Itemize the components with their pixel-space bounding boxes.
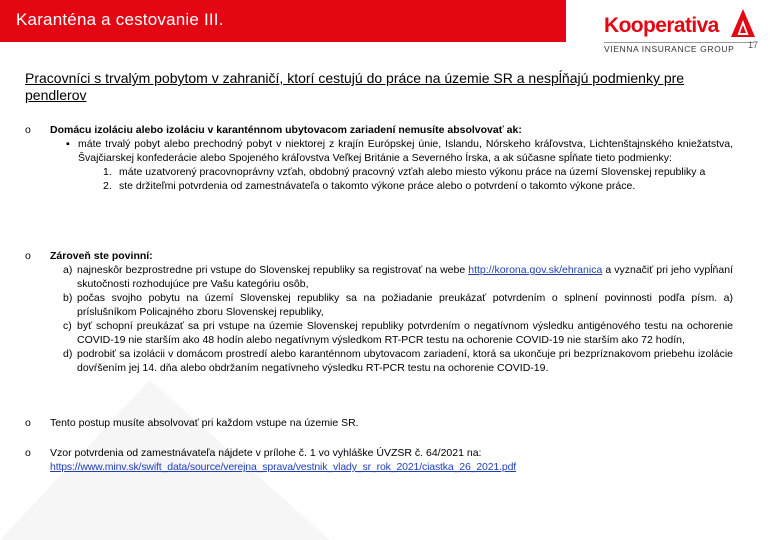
list-item-obligations [25, 249, 733, 375]
numbered-list [103, 165, 733, 193]
obligation-text: počas svojho pobytu na území Slovenskej republiky sa na požiadanie preukázať potvrdením o splnení povinnosti podľa písm. a) príslušníkom Policajného zboru Slovenskej republiky, [77, 292, 733, 318]
letter-marker: b) [63, 292, 73, 304]
list-item-exemption [25, 123, 733, 193]
obligations-title: Zároveň ste povinní: [50, 250, 153, 262]
page-title: Karanténa a cestovanie III. [16, 10, 224, 29]
list-item-template [25, 446, 733, 474]
bullet-marker: o [25, 417, 31, 429]
numbered-item-text: ste držiteľmi potvrdenia od zamestnávateľa o takomto výkone práce alebo o potvrdení o takomto výkone práce. [119, 180, 636, 192]
logo-wordmark: Kooperativa [604, 14, 719, 37]
kooperativa-logo [604, 8, 754, 54]
numbered-item [103, 165, 733, 179]
letter-marker: a) [63, 264, 73, 276]
letter-marker: c) [63, 320, 72, 332]
page-number: 17 [748, 40, 759, 50]
number-marker: 2. [103, 180, 112, 192]
exemption-condition [66, 137, 733, 165]
obligation-item [63, 263, 733, 291]
obligation-text: byť schopní preukázať sa pri vstupe na územie Slovenskej republiky potvrdením o negatívnom výsledku antigénového testu na ochorenie COVID-19 nie starším ako 48 hodín alebo negatívnym výsledkom RT-PCR testu na ochorenie COVID-19 nie starším ako 72 hodín, [77, 320, 733, 346]
template-text: Vzor potvrdenia od zamestnávateľa nájdete v prílohe č. 1 vo vyhláške ÚVZSR č. 64/2021 na: [50, 447, 482, 459]
number-marker: 1. [103, 166, 112, 178]
header-bar [0, 0, 566, 42]
minv-pdf-link[interactable]: https://www.minv.sk/swift_data/source/verejna_sprava/vestnik_vlady_sr_rok_2021/ciastka_26_2021.pdf [50, 461, 517, 473]
obligation-item [63, 319, 733, 347]
obligation-item [63, 347, 733, 375]
logo-subtitle: VIENNA INSURANCE GROUP [604, 44, 735, 54]
obligations-list [63, 263, 733, 375]
bullet-marker: o [25, 250, 31, 262]
exemption-title: Domácu izoláciu alebo izoláciu v karanténnom ubytovacom zariadení nemusíte absolvovať ak: [50, 124, 522, 136]
section-heading: Pracovníci s trvalým pobytom v zahraničí, ktorí cestujú do práce na územie SR a nespĺňajú podmienky pre pendlerov [25, 70, 685, 103]
ehranica-link[interactable]: http://korona.gov.sk/ehranica [468, 264, 603, 276]
obligation-text-cont: a vyznačiť pri jeho vypĺňaní skutočnosti rozhodujúce pre Vašu kategóriu osôb, [77, 264, 733, 290]
logo-triangle-icon [730, 8, 756, 38]
list-item-every-entry [25, 416, 733, 430]
letter-marker: d) [63, 348, 73, 360]
bullet-marker: o [25, 124, 31, 136]
numbered-item [103, 179, 733, 193]
numbered-item-text: máte uzatvorený pracovnoprávny vzťah, obdobný pracovný vzťah alebo miesto výkonu práce na území Slovenskej republiky a [119, 166, 706, 178]
exemption-condition-text: máte trvalý pobyt alebo prechodný pobyt v niektorej z krajín Európskej únie, Islandu, Nórskeho kráľovstva, Lichtenštajnského kniežatstva, Švajčiarskej konfederácie alebo Spojeného kráľovstva Veľkej Británie a Severného Írska, a ak súčasne spĺňate tieto podmienky: [78, 138, 733, 164]
logo-divider [604, 42, 754, 43]
obligation-text: podrobiť sa izolácii v domácom prostredí alebo karanténnom ubytovacom zariadení, ktorá sa ukončuje pri bezpríznakovom priebehu izolácie dovŕšením jej 14. dňa alebo obdržaním negatívneho výsledku RT-PCR testu na ochorenie COVID-19. [77, 348, 733, 374]
obligation-item [63, 291, 733, 319]
bullet-marker: o [25, 447, 31, 459]
obligation-text: najneskôr bezprostredne pri vstupe do Slovenskej republiky sa registrovať na webe [77, 264, 469, 276]
square-bullet: ▪ [66, 138, 70, 150]
every-entry-text: Tento postup musíte absolvovať pri každom vstupe na územie SR. [50, 417, 359, 429]
